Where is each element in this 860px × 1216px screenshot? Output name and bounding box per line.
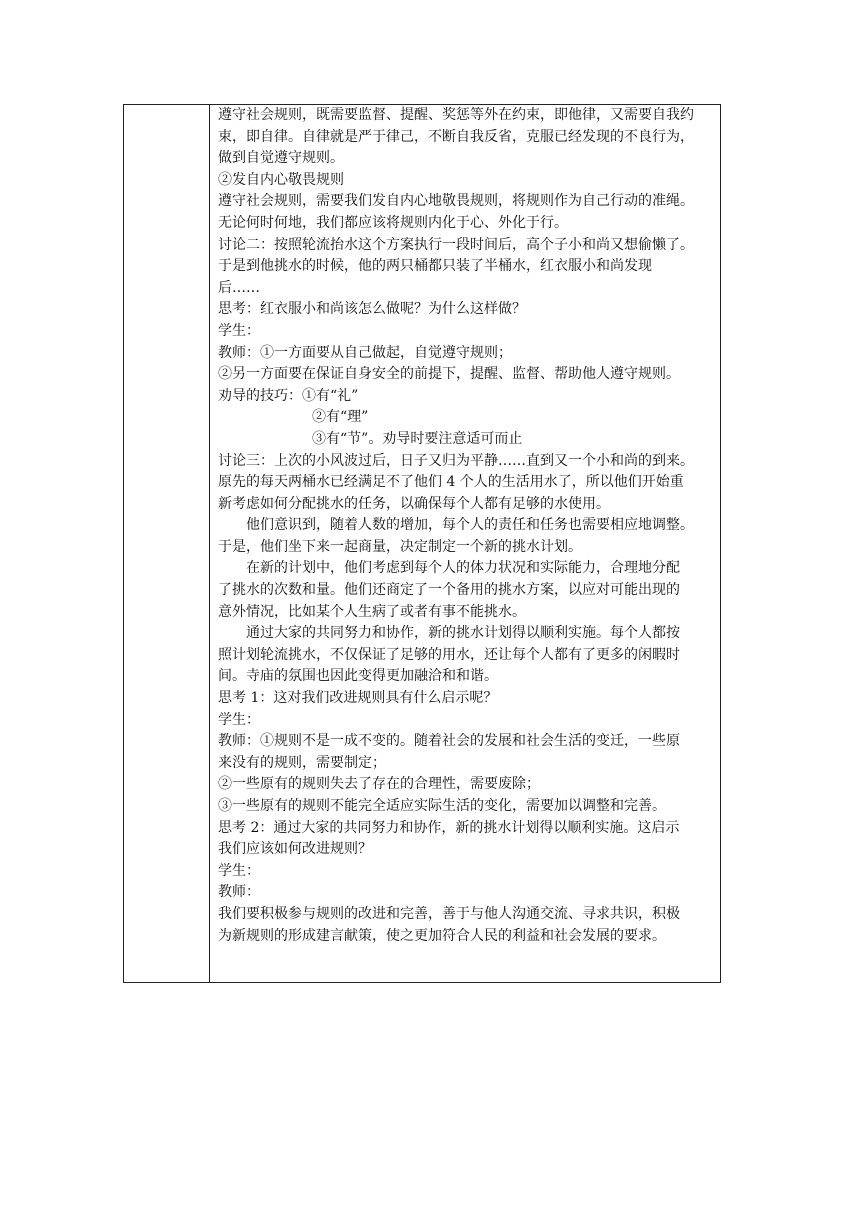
- text-line: 通过大家的共同努力和协作，新的挑水计划得以顺利实施。每个人都按: [246, 625, 680, 642]
- text-line: ③一些原有的规则不能完全适应实际生活的变化，需要加以调整和完善。: [218, 798, 666, 814]
- text-line: ②一些原有的规则失去了存在的合理性，需要废除；: [218, 776, 540, 793]
- text-line: 劝导的技巧：①有“礼”: [218, 387, 359, 404]
- text-line: ③有“节”。劝导时要注意适可而止: [312, 430, 523, 447]
- text-line: 遵守社会规则，既需要监督、提醒、奖惩等外在约束，即他律，又需要自我约: [218, 107, 694, 123]
- text-line: 束，即自律。自律就是严于律己，不断自我反省，克服已经发现的不良行为，: [218, 128, 694, 145]
- text-line: 无论何时何地，我们都应该将规则内化于心、外化于行。: [218, 214, 568, 231]
- text-line: ②有“理”: [312, 409, 369, 426]
- text-line: 后……: [218, 279, 260, 296]
- text-line: 新考虑如何分配挑水的任务，以确保每个人都有足够的水使用。: [218, 495, 610, 512]
- text-line: 于是，他们坐下来一起商量，决定制定一个新的挑水计划。: [218, 538, 582, 555]
- text-line: 思考 2：通过大家的共同努力和协作，新的挑水计划得以顺利实施。这启示: [218, 819, 680, 836]
- text-line: 照计划轮流挑水，不仅保证了足够的用水，还让每个人都有了更多的闲暇时: [218, 646, 680, 663]
- text-line: 教师：①一方面要从自己做起，自觉遵守规则；: [218, 344, 512, 361]
- text-line: 意外情况，比如某个人生病了或者有事不能挑水。: [218, 603, 526, 620]
- text-line: ②发自内心敬畏规则: [218, 171, 344, 188]
- text-line: 教师：: [218, 884, 260, 901]
- text-line: 遵守社会规则，需要我们发自内心地敬畏规则，将规则作为自己行动的准绳。: [218, 193, 694, 210]
- text-line: 来没有的规则，需要制定；: [218, 754, 386, 771]
- text-line: ②另一方面要在保证自身安全的前提下，提醒、监督、帮助他人遵守规则。: [218, 366, 680, 383]
- text-line: 学生：: [218, 711, 260, 728]
- text-line: 教师：①规则不是一成不变的。随着社会的发展和社会生活的变迁，一些原: [218, 733, 680, 750]
- left-column-empty-cell: [124, 105, 210, 982]
- content-cell: [210, 105, 720, 982]
- text-line: 他们意识到，随着人数的增加，每个人的责任和任务也需要相应地调整。: [246, 517, 694, 534]
- text-line: 学生：: [218, 322, 260, 339]
- text-line: 于是到他挑水的时候，他的两只桶都只装了半桶水，红衣服小和尚发现: [218, 258, 652, 275]
- text-line: 思考：红衣服小和尚该怎么做呢？为什么这样做？: [218, 301, 526, 318]
- text-line: 学生：: [218, 862, 260, 879]
- lesson-table: [123, 104, 721, 983]
- text-line: 原先的每天两桶水已经满足不了他们 4 个人的生活用水了，所以他们开始重: [218, 474, 684, 491]
- text-line: 了挑水的次数和量。他们还商定了一个备用的挑水方案，以应对可能出现的: [218, 582, 680, 599]
- text-line: 间。寺庙的氛围也因此变得更加融洽和和谐。: [218, 668, 498, 685]
- text-line: 我们要积极参与规则的改进和完善，善于与他人沟通交流、寻求共识，积极: [218, 905, 680, 922]
- text-line: 在新的计划中，他们考虑到每个人的体力状况和实际能力，合理地分配: [246, 560, 680, 577]
- text-line: 做到自觉遵守规则。: [218, 150, 344, 167]
- text-line: 讨论三：上次的小风波过后，日子又归为平静……直到又一个小和尚的到来。: [218, 452, 694, 469]
- text-line: 讨论二：按照轮流抬水这个方案执行一段时间后，高个子小和尚又想偷懒了。: [218, 236, 694, 253]
- text-line: 思考 1：这对我们改进规则具有什么启示呢？: [218, 690, 498, 707]
- text-line: 为新规则的形成建言献策，使之更加符合人民的利益和社会发展的要求。: [218, 927, 666, 944]
- text-line: 我们应该如何改进规则？: [218, 841, 372, 858]
